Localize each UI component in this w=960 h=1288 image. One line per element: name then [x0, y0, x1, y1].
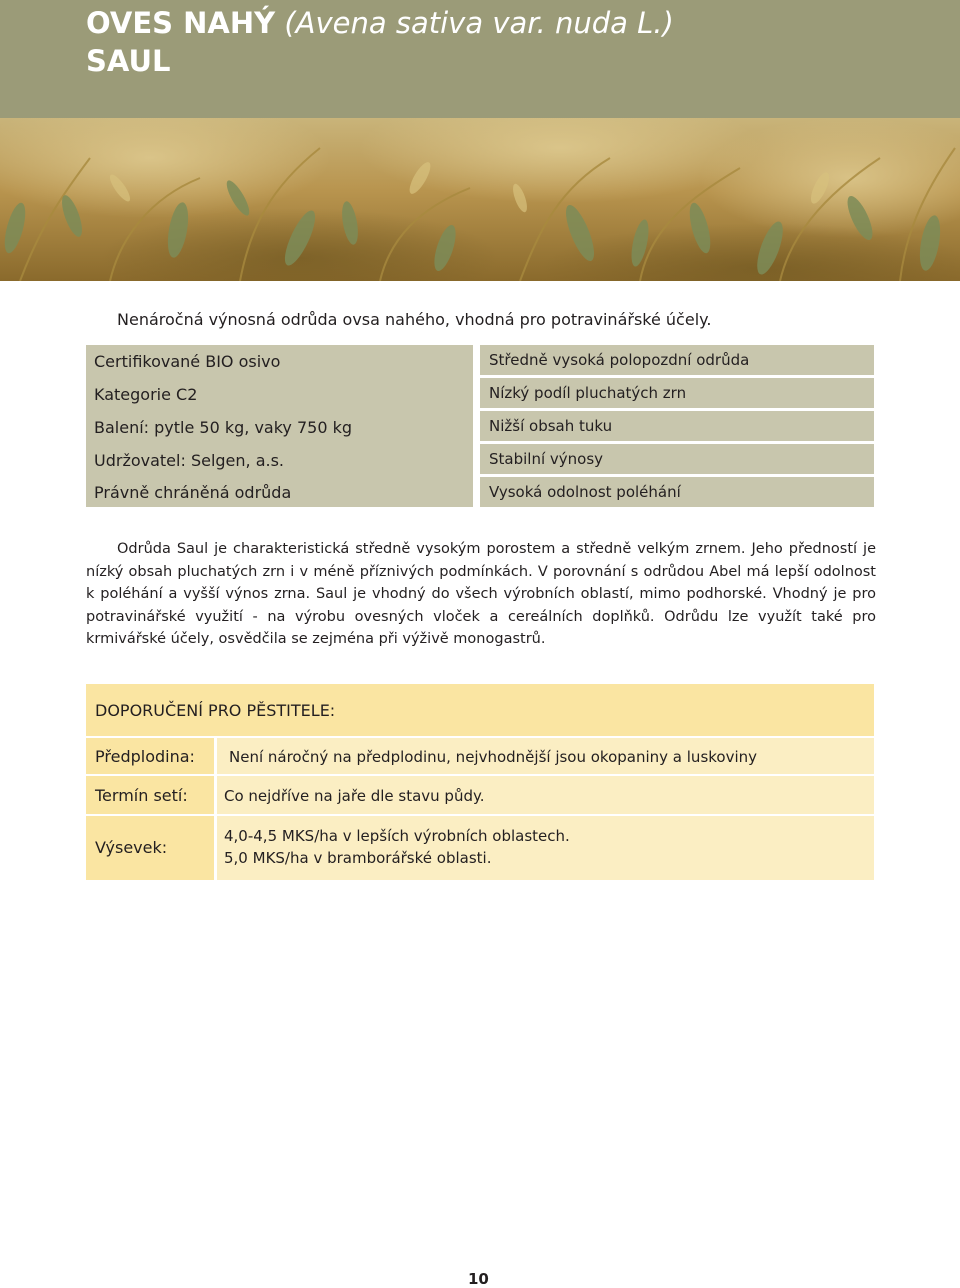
recommendation-title: DOPORUČENÍ PRO PĚSTITELE:	[95, 701, 336, 720]
sowing-time-label: Termín setí:	[95, 786, 188, 805]
sowing-time-value-cell	[217, 776, 874, 814]
page-title	[86, 6, 674, 40]
seeding-rate-label-cell	[86, 816, 214, 880]
variety-description: Odrůda Saul je charakteristická středně vysokým porostem a středně velkým zrnem. Jeho předností je nízký obsah pluchatých zrn i v méně příznivých podmínkách. V porovnání s odrůdou Abel má lepší odolnost k poléhání a vyšší výnos zrna. Saul je vhodný do všech výrobních oblastí, mimo podhorské. Vhodný je pro potravinářské využití - na výrobu ovesných vloček a cereálních doplňků. Odrůdu lze využít také pro krmivářské účely, osvědčila se zejména při výživě monogastrů.	[86, 541, 876, 647]
characteristic-item	[480, 444, 874, 474]
characteristics-list	[480, 345, 874, 507]
latin-name: (Avena sativa var. nuda L.)	[284, 6, 674, 40]
seeding-rate-value-cell	[217, 816, 874, 880]
characteristic-item	[480, 345, 874, 375]
seeding-rate-label: Výsevek:	[95, 838, 168, 857]
characteristic-label: Středně vysoká polopozdní odrůda	[489, 351, 750, 369]
info-line: Udržovatel: Selgen, a.s.	[94, 451, 285, 470]
characteristic-item	[480, 411, 874, 441]
header-band	[0, 0, 960, 118]
preceding-crop-value-cell	[217, 738, 874, 774]
characteristic-label: Nižší obsah tuku	[489, 417, 613, 435]
seeding-rate-value-line2: 5,0 MKS/ha v bramborářské oblasti.	[224, 849, 492, 867]
preceding-crop-label: Předplodina:	[95, 747, 195, 766]
variety-info-box	[86, 345, 473, 507]
info-line: Balení: pytle 50 kg, vaky 750 kg	[94, 418, 353, 437]
page-number: 10	[468, 1270, 489, 1288]
intro-text: Nenáročná výnosná odrůda ovsa nahého, vhodná pro potravinářské účely.	[117, 310, 712, 329]
grower-recommendation-table	[86, 684, 874, 880]
seeding-rate-value-line1: 4,0-4,5 MKS/ha v lepších výrobních oblastech.	[224, 827, 570, 845]
characteristic-item	[480, 477, 874, 507]
preceding-crop-label-cell	[86, 738, 214, 774]
variety-name: SAUL	[86, 44, 171, 78]
characteristic-label: Nízký podíl pluchatých zrn	[489, 384, 687, 402]
crop-name: OVES NAHÝ	[86, 6, 276, 40]
recommendation-heading	[86, 684, 874, 736]
sowing-time-value: Co nejdříve na jaře dle stavu půdy.	[224, 787, 485, 805]
characteristic-label: Vysoká odolnost poléhání	[489, 483, 681, 501]
info-line: Kategorie C2	[94, 385, 198, 404]
oat-field-photo	[0, 118, 960, 281]
sowing-time-label-cell	[86, 776, 214, 814]
characteristic-item	[480, 378, 874, 408]
info-line: Právně chráněná odrůda	[94, 483, 292, 502]
preceding-crop-value: Není náročný na předplodinu, nejvhodnější jsou okopaniny a luskoviny	[229, 748, 758, 766]
info-line: Certifikované BIO osivo	[94, 352, 281, 371]
characteristic-label: Stabilní výnosy	[489, 450, 604, 468]
